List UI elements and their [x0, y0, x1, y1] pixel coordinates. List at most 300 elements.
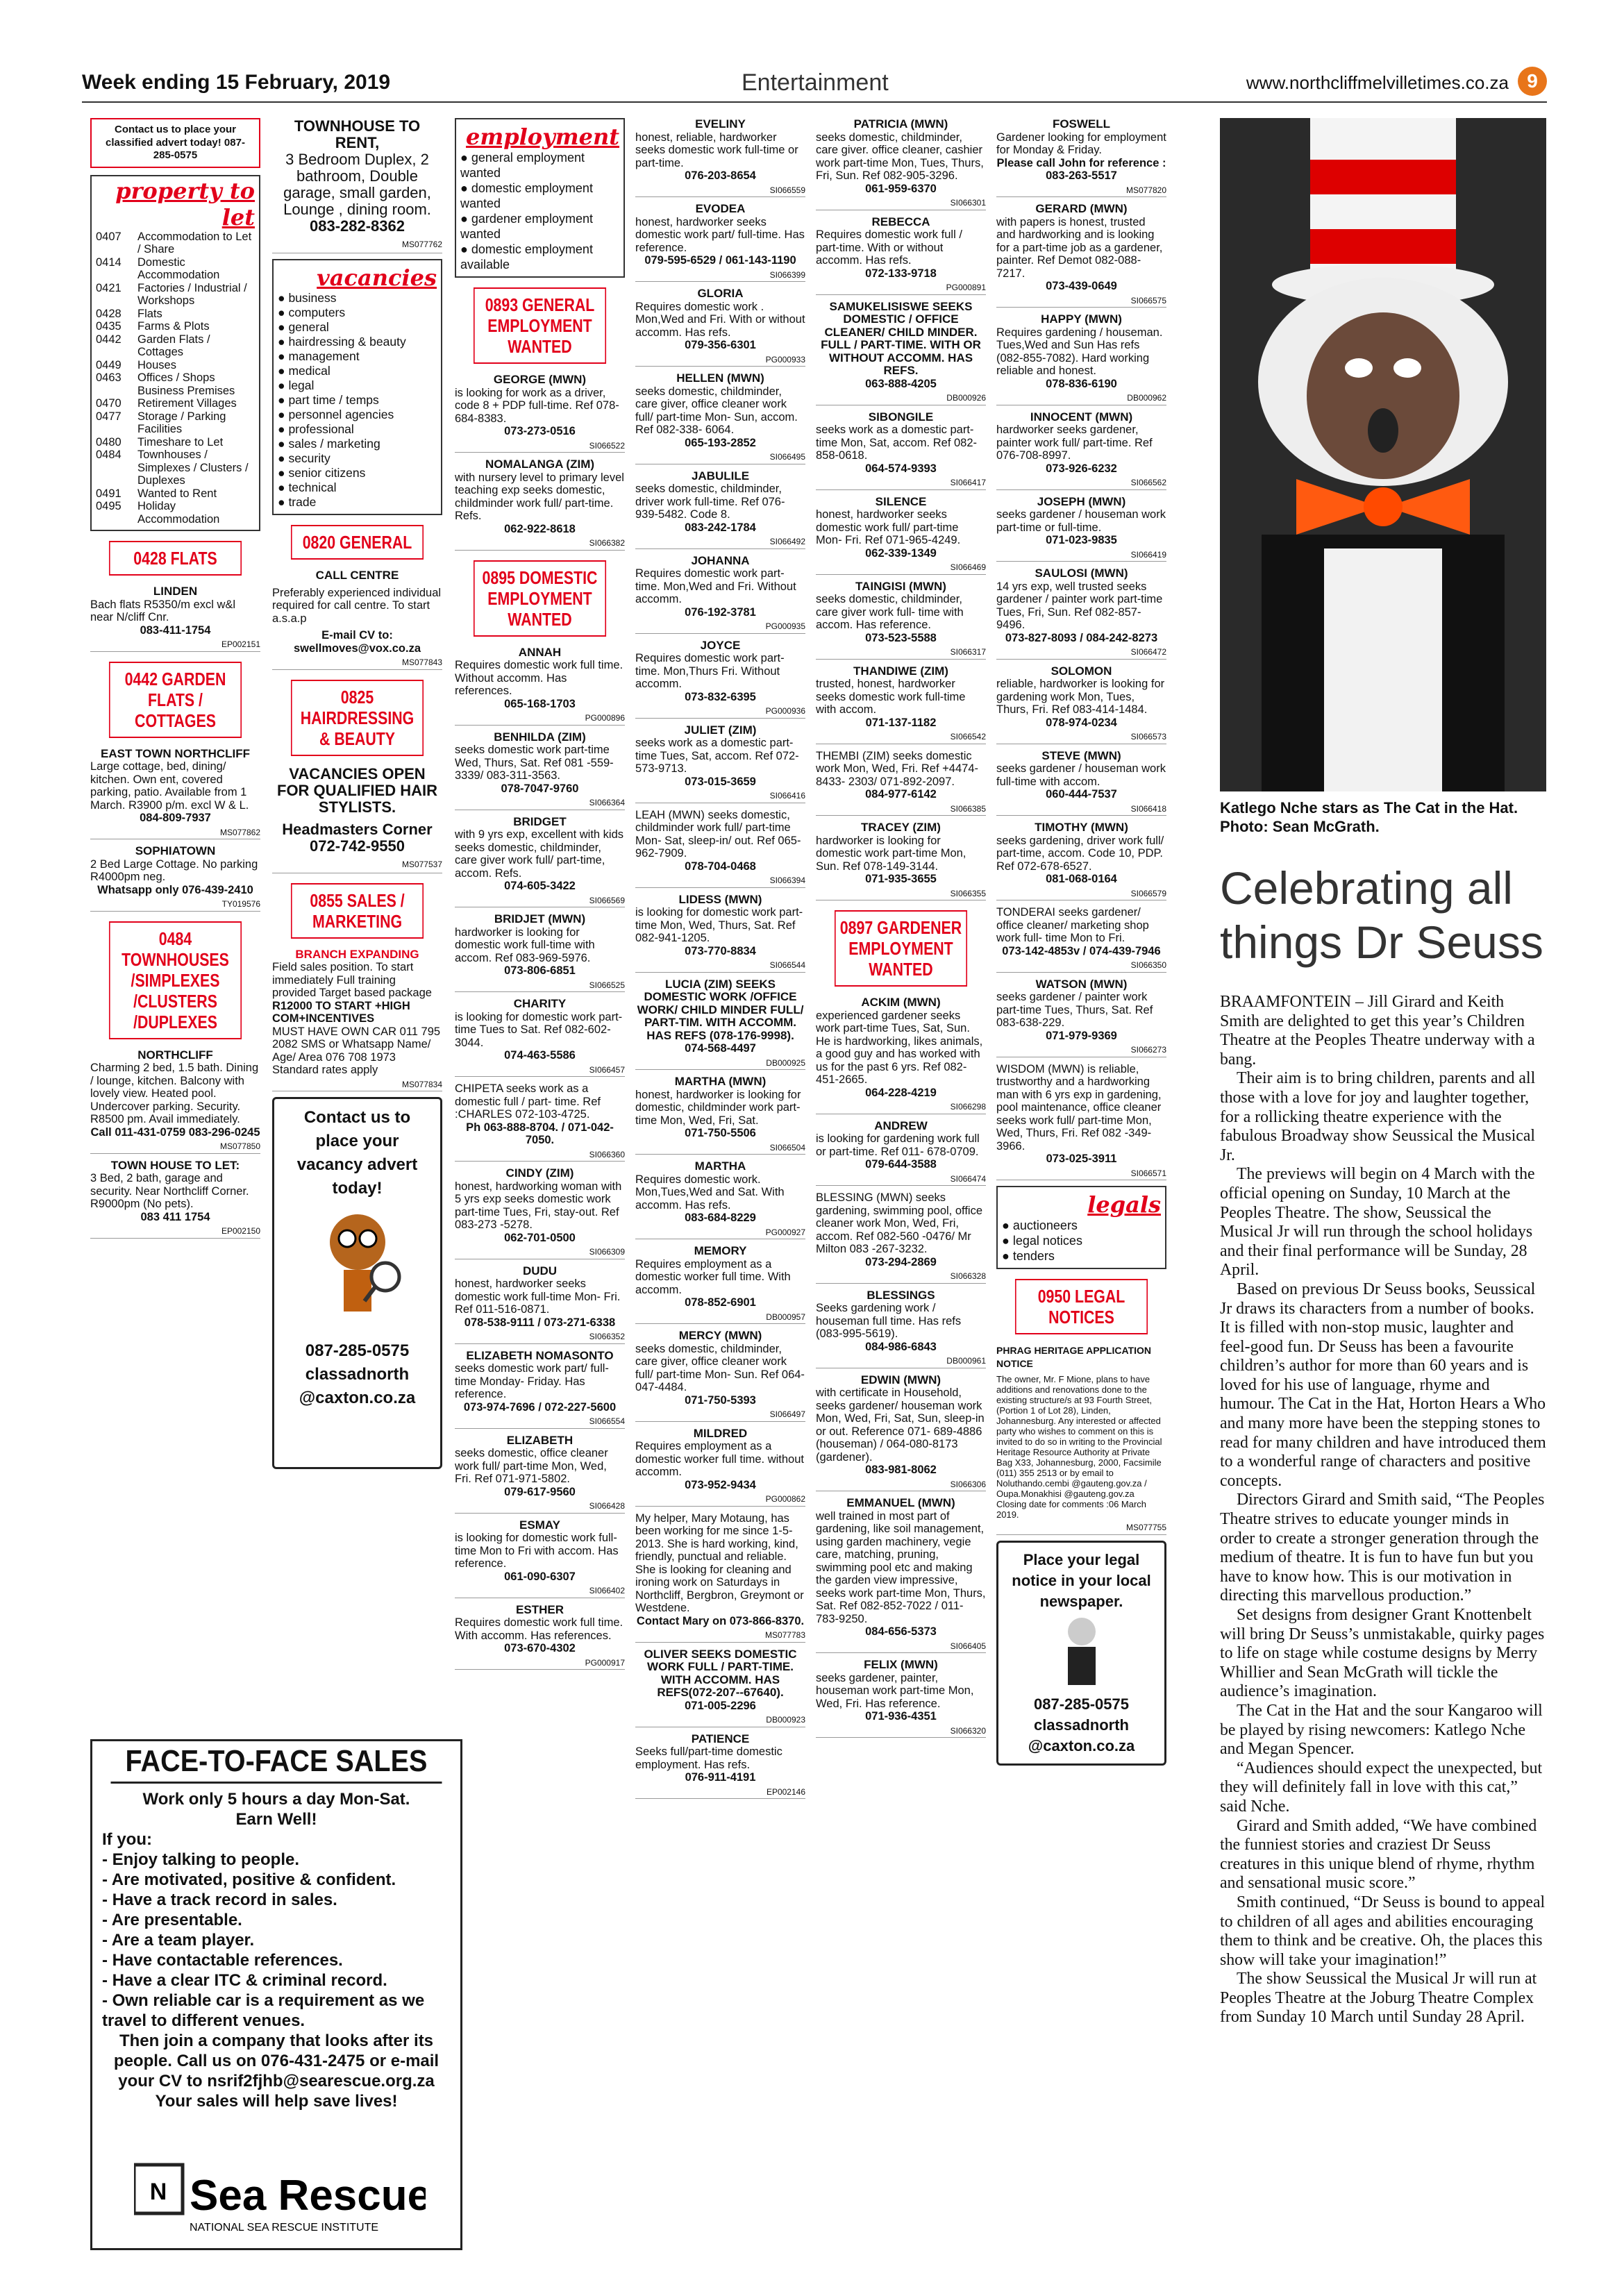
ad-ref: PG000935: [635, 620, 805, 634]
index-entry[interactable]: [96, 410, 255, 436]
ad-phone: Ph 063-888-8704. / 071-042-7050.: [466, 1121, 614, 1146]
ad-northcliff: NORTHCLIFF Charming 2 bed, 1.5 bath. Dining / lounge, kitchen. Balcony with lovely view. Heated pool. Undercover parking. Security. R8500 pm. Avail immediately. Call 011-431-0759 083-296-0245 MS077850: [90, 1049, 260, 1154]
ad-heading: MARTHA: [694, 1159, 746, 1173]
ad-ref: SI066504: [635, 1141, 805, 1155]
classified-ad: [455, 731, 625, 810]
ad-phone: 060-444-7537: [1046, 788, 1117, 801]
contact-box: Contact us to place your classified advert today! 087-285-0575: [90, 118, 260, 168]
index-code: 0491: [96, 487, 122, 500]
vacancy-category[interactable]: ● hairdressing & beauty: [278, 335, 437, 349]
ad-heading: ACKIM (MWN): [861, 996, 941, 1009]
index-entry[interactable]: [96, 487, 255, 501]
ad-body: Requires employment as a domestic worker full time. With accomm.: [635, 1257, 791, 1296]
ad-ref: SI066301: [816, 196, 986, 210]
ad-body: My helper, Mary Motaung, has been working for me since 1-5-2013. She is hard working, kind, friendly, punctual and reliable. She is looking for cleaning and ironing work on Saturdays in Northcliff, Bergbron, Greymont or Westdene.: [635, 1511, 804, 1614]
ad-phone: 073-832-6395: [685, 690, 756, 703]
sea-rescue-ad: [90, 1739, 462, 2250]
ad-ref: PG000896: [455, 712, 625, 726]
ad-ref: SI066474: [816, 1173, 986, 1187]
ad-ref: SI066457: [455, 1064, 625, 1078]
ad-phone: 079-617-9560: [504, 1485, 576, 1498]
classified-ad: [455, 816, 625, 908]
ad-east-town: EAST TOWN NORTHCLIFF Large cottage, bed, dining/ kitchen. Own ent, covered parking, patio. Available from 1 March. R3900 p/m. excl W & L. 084-809-7937 MS077862: [90, 748, 260, 840]
index-entry[interactable]: [96, 308, 255, 321]
ad-phone: 073-025-3911: [1046, 1153, 1117, 1165]
ad-heading: GERARD (MWN): [1035, 202, 1128, 215]
ad-ref: SI066575: [996, 294, 1166, 308]
ad-phone: 078-704-0468: [685, 860, 756, 873]
ad-heading: FELIX (MWN): [864, 1658, 938, 1671]
ad-heading: ELIZABETH: [506, 1433, 574, 1447]
ad-heading: DUDU: [522, 1264, 558, 1277]
ad-body: BLESSING (MWN) seeks gardening, swimming pool, office cleaner work Mon, Wed, Fri, accom. Ref 082-560 -0476/ Mr Milton 083 -267-3232.: [816, 1191, 982, 1255]
ad-body: seeks domestic, childminder, care giver, office cleaner work full/ part-time Mon- Sun. Ref 064-047-4484.: [635, 1342, 805, 1393]
section-flats: 0428 FLATS: [109, 541, 242, 576]
classified-ad: [996, 411, 1166, 490]
ad-phone: 062-922-8618: [504, 522, 576, 535]
ad-ref: SI066559: [635, 184, 805, 198]
index-code: 0484: [96, 449, 122, 461]
ad-body: Requires employment as a domestic worker full time. without accomm.: [635, 1440, 804, 1478]
ad-heading: ESMAY: [519, 1518, 560, 1532]
sea-rescue-title: FACE-TO-FACE SALES: [111, 1741, 442, 1784]
ad-phone: 063-888-4205: [865, 377, 937, 390]
ad-body: honest, hardworker seeks domestic work full-time Mon- Fri. Ref 011-516-0871.: [455, 1277, 621, 1316]
classified-ad: [635, 724, 805, 803]
ad-body: seeks work as a domestic part-time Tues, Sat, accom. Ref 072-573-9713.: [635, 737, 799, 775]
classified-ad: [816, 1497, 986, 1653]
index-entry[interactable]: [96, 282, 255, 308]
page-header: [82, 67, 1547, 103]
judge-icon: [1054, 1612, 1110, 1689]
ad-ref: SI066309: [455, 1246, 625, 1259]
ad-body: CHIPETA seeks work as a domestic full / part- time. Ref :CHARLES 072-103-4725.: [455, 1082, 601, 1121]
ad-phone: 072-133-9718: [865, 267, 937, 280]
ad-body: Seeks full/part-time domestic employment. Has refs.: [635, 1745, 782, 1771]
legals-category[interactable]: ● auctioneers: [1002, 1218, 1161, 1233]
ad-ref: SI066273: [996, 1044, 1166, 1057]
ad-ref: SI066360: [455, 1148, 625, 1162]
ad-phone: 073-273-0516: [504, 425, 576, 437]
ad-ref: SI066355: [816, 887, 986, 901]
ad-heading: BRIDJET (MWN): [494, 912, 586, 925]
ad-heading: ELIZABETH NOMASONTO: [466, 1348, 614, 1362]
week-ending: Week ending 15 February, 2019: [82, 71, 391, 94]
vacancy-category[interactable]: ● security: [278, 451, 437, 466]
index-label: Retirement Villages: [137, 397, 237, 410]
ad-ref: SI066472: [996, 646, 1166, 660]
ad-body: seeks gardening, driver work full/ part-time, accom. Code 10, PDP. Ref 072-678-6527.: [996, 834, 1164, 873]
classified-ad: [635, 1648, 805, 1727]
ad-ref: DB000926: [816, 392, 986, 405]
vacancy-category[interactable]: ● computers: [278, 305, 437, 320]
ad-linden: LINDEN Bach flats R5350/m excl w&l near N/cliff Cnr. 083-411-1754 EP002151: [90, 585, 260, 652]
vacancy-category[interactable]: ● medical: [278, 364, 437, 378]
classified-ad: [996, 821, 1166, 900]
ad-heading: JOHANNA: [691, 553, 750, 567]
ad-phone: 076-192-3781: [685, 605, 756, 619]
sea-ad-line: - Are a team player.: [102, 1931, 255, 1950]
article-paragraph: The previews will begin on 4 March with the official opening on Sunday, 10 March at the Peoples Theatre. The show, Seussical the Musical Jr will run through the school holidays and their final performance will be Sunday, 28 April.: [1220, 1165, 1535, 1280]
index-label: Factories / Industrial / Workshops: [137, 281, 247, 307]
ad-body: honest, hardworker seeks domestic work part/ full-time. Has reference.: [635, 215, 805, 254]
ad-heading: BRIDGET: [513, 814, 567, 828]
sea-ad-line: - Have a track record in sales.: [102, 1891, 337, 1909]
ad-body: is looking for gardening work full or part-time. Ref 011- 678-0709.: [816, 1132, 980, 1158]
vacancy-category[interactable]: ● general: [278, 320, 437, 335]
classified-ad: [635, 555, 805, 634]
classified-ad: [816, 411, 986, 490]
ad-heading: PATRICIA (MWN): [853, 117, 948, 131]
index-label: Holiday Accommodation: [137, 500, 220, 526]
classified-ad: [635, 639, 805, 719]
index-entry[interactable]: [96, 256, 255, 282]
ad-phone: 078-852-6901: [685, 1296, 756, 1309]
classified-ad: [455, 1519, 625, 1598]
vacancy-category[interactable]: ● business: [278, 291, 437, 305]
classified-ad: [996, 118, 1166, 197]
ad-phone: 071-137-1182: [865, 716, 937, 729]
ad-ref: SI066562: [996, 476, 1166, 490]
classified-ad: [996, 665, 1166, 744]
ad-body: hardworker is looking for domestic work part-time Mon, Sun. Ref 078-149-3144.: [816, 834, 966, 873]
property-title: property to let: [115, 177, 255, 231]
sea-ad-line: - Are presentable.: [102, 1911, 242, 1929]
vacancy-category[interactable]: ● senior citizens: [278, 466, 437, 480]
ad-body: seeks work as a domestic part-time Mon, Sat, accom. Ref 082-858-0618.: [816, 424, 978, 462]
index-entry[interactable]: [96, 231, 255, 256]
ad-ref: MS077820: [996, 184, 1166, 198]
ad-phone: 073-439-0649: [1046, 280, 1117, 292]
photo-caption: Katlego Nche stars as The Cat in the Hat. Photo: Sean McGrath.: [1220, 799, 1518, 835]
property-index: [90, 175, 260, 532]
sea-ad-line: Work only 5 hours a day Mon-Sat.: [142, 1790, 410, 1809]
index-code: 0477: [96, 410, 122, 423]
classified-ad: [635, 809, 805, 888]
vacancy-category[interactable]: ● part time / temps: [278, 393, 437, 408]
ad-phone: 081-068-0164: [1046, 873, 1117, 885]
ad-heading: LUCIA (ZIM) SEEKS DOMESTIC WORK /OFFICE WORK/ CHILD MINDER FULL/ PART-TIM. WITH ACCOMM. HAS REFS (078-176-9998).: [637, 977, 804, 1042]
classified-ad: [816, 821, 986, 900]
ad-body: with 9 yrs exp, excellent with kids seeks domestic, childminder, care giver work full/ part-time, accom. Refs.: [455, 828, 624, 880]
ad-ref: SI066569: [455, 894, 625, 908]
column-employment: [455, 118, 625, 1675]
ad-heading: WATSON (MWN): [1035, 977, 1128, 991]
legals-index: [996, 1186, 1166, 1269]
classified-ad: [816, 1289, 986, 1368]
ad-phone: 061-090-6307: [504, 1570, 576, 1583]
ad-heading: TAINGISI (MWN): [855, 579, 946, 593]
ad-phone: 061-959-6370: [865, 182, 937, 195]
employment-category[interactable]: ● domestic employment available: [460, 242, 619, 272]
classified-ad: [996, 496, 1166, 562]
ad-phone: 071-750-5393: [685, 1393, 756, 1407]
ad-body: LEAH (MWN) seeks domestic, childminder work full/ part-time Mon- Sat, sleep-in/ out. Ref 065-962-7909.: [635, 808, 801, 860]
classified-ad: [996, 750, 1166, 816]
ad-ref: EP002146: [635, 1786, 805, 1800]
ad-body: seeks gardener / painter work part-time Tues, Thurs, Sat. Ref 083-638-229.: [996, 991, 1153, 1029]
ad-ref: SI066399: [635, 269, 805, 283]
ad-phone: 079-644-3588: [865, 1158, 937, 1171]
sea-ad-line: Your sales will help save lives!: [155, 2092, 398, 2111]
index-entry[interactable]: [96, 371, 255, 397]
ad-ref: DB000962: [996, 392, 1166, 405]
article-paragraph: The show Seussical the Musical Jr will run at Peoples Theatre at the Joburg Theatre Complex from Sunday 10 March until Sunday 28 April.: [1220, 1970, 1537, 2027]
ad-ref: PG000917: [455, 1657, 625, 1670]
article-paragraph: BRAAMFONTEIN – Jill Girard and Keith Smith are delighted to get this year’s Children Theatre at the Peoples Theatre underway with a bang.: [1220, 993, 1535, 1069]
ad-ref: MS077783: [635, 1629, 805, 1643]
detective-icon: [305, 1200, 410, 1332]
ad-heading: JOYCE: [700, 638, 741, 652]
ad-body: Gardener looking for employment for Monday & Friday.: [996, 131, 1166, 156]
ad-heading: BLESSINGS: [867, 1288, 935, 1302]
ad-phone: 073-827-8093 / 084-242-8273: [1005, 631, 1158, 644]
ad-ref: SI066525: [455, 979, 625, 993]
ad-body: seeks domestic, childminder, care giver work full- time with accom. Has reference.: [816, 593, 964, 631]
site-url[interactable]: www.northcliffmelvilletimes.co.za: [1246, 72, 1509, 93]
ad-body: seeks domestic, childminder, care giver. office cleaner, cashier work part-time Mon, Tues, Thurs, Fri, Sun. Ref 082-905-3296.: [816, 131, 984, 182]
ad-hair-stylists: VACANCIES OPEN FOR QUALIFIED HAIR STYLISTS. Headmasters Corner 072-742-9550 MS077537: [272, 766, 442, 873]
ad-phone: 079-595-6529 / 061-143-1190: [644, 254, 796, 267]
vacancy-category[interactable]: ● management: [278, 349, 437, 364]
ad-call-centre: CALL CENTRE Preferably experienced individual required for call centre. To start a.s.a.p E-mail CV to: swellmoves@vox.co.za MS077843: [272, 569, 442, 670]
ad-ref: SI066350: [996, 959, 1166, 973]
index-label: Wanted to Rent: [137, 487, 217, 500]
index-entry[interactable]: [96, 320, 255, 333]
ad-heading: REBECCA: [871, 215, 930, 228]
index-code: 0414: [96, 255, 122, 269]
classified-ad: [816, 496, 986, 575]
vacancies-index: [272, 259, 442, 515]
svg-text:N: N: [149, 2179, 167, 2205]
classified-ad: [996, 567, 1166, 660]
ad-phone: 071-005-2296: [685, 1699, 756, 1712]
ad-ref: DB000957: [635, 1311, 805, 1325]
index-label: Domestic Accommodation: [137, 255, 220, 281]
classified-ad: [996, 313, 1166, 405]
classified-ad: [816, 1191, 986, 1284]
ad-ref: PG000862: [635, 1493, 805, 1507]
sea-ad-line: - Are motivated, positive & confident.: [102, 1870, 396, 1889]
ad-heading: FOSWELL: [1052, 117, 1111, 131]
index-code: 0421: [96, 281, 122, 294]
classified-ad: [635, 1160, 805, 1239]
ad-body: Requires domestic work full / part-time. With or without accomm. Has refs.: [816, 228, 962, 267]
ad-ref: SI066497: [635, 1408, 805, 1422]
ad-ref: SI066385: [816, 803, 986, 816]
ad-body: experienced gardener seeks work part-time Tues, Sat, Sun. He is hardworking, likes animals, a good guy and has worked with us for the past 6 yrs. Ref 082-451-2665.: [816, 1009, 983, 1086]
ad-heading: STEVE (MWN): [1041, 748, 1121, 762]
ad-body: is looking for domestic work part-time Tues to Sat. Ref 082-602-3044.: [455, 1010, 623, 1049]
ad-phone: 064-228-4219: [865, 1086, 937, 1099]
ad-phone: 073-523-5588: [865, 631, 937, 644]
employment-category[interactable]: ● domestic employment wanted: [460, 181, 619, 211]
classified-ad: [635, 978, 805, 1071]
section-legal-notices: 0950 LEGAL NOTICES: [1015, 1279, 1148, 1334]
classified-ad: [816, 1374, 986, 1492]
ad-phone: 073-806-6851: [504, 964, 576, 977]
ad-phone: Please call John for reference : 083-263-5517: [996, 156, 1166, 182]
ad-body: honest, hardworker is looking for domestic, childminder work part-time Mon, Wed, Fri, Sat.: [635, 1088, 801, 1127]
column-domestic: [635, 118, 805, 1804]
ad-phone: 071-936-4351: [865, 1710, 937, 1723]
classified-ad: [635, 1733, 805, 1800]
ad-townhouse-let: TOWN HOUSE TO LET: 3 Bed, 2 bath, garage and security. Near Northcliff Corner. R9000pm (No pets). 083 411 1754 EP002150: [90, 1159, 260, 1239]
index-code: 0428: [96, 307, 122, 320]
employment-category[interactable]: ● gardener employment wanted: [460, 211, 619, 242]
ad-body: with nursery level to primary level teaching exp seeks domestic, childminder work full/ part-time. Refs.: [455, 471, 624, 522]
ad-heading: HELLEN (MWN): [676, 371, 764, 385]
index-label: Garden Flats / Cottages: [137, 333, 210, 358]
ad-phone: 073-770-8834: [685, 944, 756, 957]
ad-heading: CHARITY: [513, 997, 567, 1010]
ad-phone: 079-356-6301: [685, 339, 756, 351]
index-entry[interactable]: [96, 449, 255, 487]
classified-ad: [816, 301, 986, 405]
ad-ref: SI066352: [455, 1330, 625, 1344]
ad-phone: 071-935-3655: [865, 873, 937, 885]
index-code: 0442: [96, 333, 122, 346]
ad-ref: SI066418: [996, 803, 1166, 816]
ad-body: reliable, hardworker is looking for gardening work Mon, Tues, Thurs, Fri. Ref 083-414-1484.: [996, 678, 1165, 716]
vacancy-category[interactable]: ● professional: [278, 422, 437, 437]
employment-title: employment: [466, 124, 619, 150]
vacancies-title: vacancies: [317, 265, 437, 291]
ad-body: honest, hardworker seeks domestic work full/ part-time Mon- Fri. Ref 071-965-4249.: [816, 508, 961, 546]
article-body: [1220, 993, 1546, 2027]
svg-text:Sea Rescue: Sea Rescue: [190, 2172, 426, 2220]
ad-body: is looking for domestic work part-time Mon, Wed, Thurs, Sat. Ref 082-941-1205.: [635, 906, 803, 944]
ad-heading: NOMALANGA (ZIM): [485, 458, 595, 471]
classified-ad: [635, 1245, 805, 1324]
section-hairdressing: 0825 HAIRDRESSING & BEAUTY: [291, 680, 424, 756]
ad-ref: SI066382: [455, 537, 625, 551]
ad-ref: SI066317: [816, 646, 986, 660]
classified-ad: [996, 906, 1166, 973]
classified-ad: [455, 998, 625, 1077]
classified-ad: [635, 894, 805, 973]
section-sales: 0855 SALES / MARKETING: [291, 883, 424, 939]
ad-heading: SAMUKELISISWE SEEKS DOMESTIC / OFFICE CLEANER/ CHILD MINDER. FULL / PART-TIME. WITH OR WITHOUT ACCOMM. HAS REFS.: [821, 299, 981, 377]
index-entry[interactable]: [96, 397, 255, 410]
index-code: 0495: [96, 500, 122, 512]
index-entry[interactable]: [96, 333, 255, 359]
classified-ad: [455, 1604, 625, 1670]
classified-ad: [455, 374, 625, 453]
vacancy-category[interactable]: ● sales / marketing: [278, 437, 437, 451]
index-entry[interactable]: [96, 500, 255, 526]
ad-ref: SI066573: [996, 730, 1166, 744]
vacancy-category[interactable]: ● trade: [278, 495, 437, 510]
ad-heading: GLORIA: [697, 287, 744, 300]
ad-ref: SI066522: [455, 439, 625, 453]
legals-category[interactable]: ● legal notices: [1002, 1233, 1161, 1248]
ad-heading: MERCY (MWN): [678, 1329, 762, 1342]
ad-ref: SI066320: [816, 1725, 986, 1738]
ad-heading: EDWIN (MWN): [860, 1373, 941, 1386]
ad-ref: SI066364: [455, 796, 625, 810]
ad-ref: DB000961: [816, 1355, 986, 1368]
index-entry[interactable]: [96, 359, 255, 372]
ad-body: Requires domestic work . Mon,Wed and Fri. With or without accomm. Has refs.: [635, 300, 805, 339]
ad-phone: 074-568-4497: [685, 1042, 756, 1055]
ad-townhouse-rent: TOWNHOUSE TO RENT, 3 Bedroom Duplex, 2 bathroom, Double garage, small garden, Lounge , dining room. 083-282-8362 MS077762: [272, 118, 442, 253]
ad-body: seeks gardener / houseman work part-time or full-time.: [996, 508, 1166, 534]
classified-ad: [635, 118, 805, 197]
index-code: 0449: [96, 358, 122, 371]
ad-phone: 071-023-9835: [1046, 534, 1117, 546]
index-label: Townhouses / Simplexes / Clusters / Duplexes: [137, 449, 249, 487]
article-paragraph: Directors Girard and Smith said, “The Peoples Theatre strives to educate younger minds in order to create a stronger generation through the medium of theatre. It is fun to have fun but you have to know how. This is our motivation in directing this marvellous production.”: [1220, 1491, 1545, 1605]
column-vacancies: [272, 118, 442, 1469]
ad-phone: 083-684-8229: [685, 1212, 756, 1224]
ad-heading: PATIENCE: [691, 1732, 750, 1745]
ad-phone: 074-605-3422: [504, 880, 576, 892]
classified-ad: [816, 118, 986, 210]
ad-heading: SIBONGILE: [868, 410, 934, 424]
vacancy-contact-ad: Contact us to place your vacancy advert today! 087-285-0575 classadnorth @caxton.co.za: [272, 1097, 442, 1469]
article-headline: Celebrating all things Dr Seuss: [1220, 862, 1543, 968]
classified-ad: [816, 1659, 986, 1738]
svg-text:NATIONAL SEA RESCUE INSTITUTE: NATIONAL SEA RESCUE INSTITUTE: [190, 2222, 379, 2234]
ad-body: seeks domestic, childminder, care giver, office cleaner work full/ part-time Mon- Sun, accom. Ref 082-338- 6064.: [635, 385, 798, 436]
classified-ad: [816, 996, 986, 1114]
ad-ref: SI066544: [635, 959, 805, 973]
classified-ad: [635, 372, 805, 464]
ad-phone: 064-574-9393: [865, 462, 937, 475]
section-townhouses: 0484 TOWNHOUSES /SIMPLEXES /CLUSTERS /DUPLEXES: [109, 921, 242, 1039]
ad-phone: 084-656-5373: [865, 1625, 937, 1638]
ad-heading: MILDRED: [693, 1426, 748, 1440]
ad-phrag: PHRAG HERITAGE APPLICATION NOTICE The owner, Mr. F Mione, plans to have additions and renovations done to the existing structure/s at 93 Fourth Street, (Portion 1 of Lot 28), Linden, Johannesburg. Any interested or affected party who wishes to comment on this is invited to do so in writing to the Provincial Heritage Resource Authority at Private Bag X33, Johannesburg, 2000, Facsimile (011) 355 2513 or by email to Noluthando.cembi @gauteng.gov.za / Oupa.Monakhisi @gauteng.gov.za Closing date for comments :06 March 2019. MS077755: [996, 1344, 1166, 1535]
ad-body: honest, reliable, hardworker seeks domestic work full-time or part-time.: [635, 131, 798, 169]
ad-heading: SAULOSI (MWN): [1035, 567, 1128, 580]
classified-ad: [635, 1512, 805, 1643]
legals-category[interactable]: ● tenders: [1002, 1248, 1161, 1264]
vacancy-category[interactable]: ● technical: [278, 480, 437, 495]
ad-heading: EVODEA: [695, 202, 746, 215]
ad-phone: 073-670-4302: [504, 1642, 576, 1654]
ad-body: TONDERAI seeks gardener/ office cleaner/ marketing shop work full- time Mon to Fri.: [996, 906, 1149, 944]
classified-ad: [455, 1265, 625, 1344]
ad-ref: SI066428: [455, 1500, 625, 1514]
ad-ref: SI066554: [455, 1415, 625, 1429]
ad-heading: LIDESS (MWN): [678, 892, 762, 906]
column-gardener-legals: [996, 118, 1166, 1766]
ad-phone: 073-952-9434: [685, 1478, 756, 1491]
ad-heading: JOSEPH (MWN): [1037, 494, 1126, 508]
section-garden-flats: 0442 GARDEN FLATS / COTTAGES: [109, 662, 242, 738]
vacancy-category[interactable]: ● legal: [278, 378, 437, 393]
ad-heading: TIMOTHY (MWN): [1035, 821, 1128, 834]
section-gardener: 0897 GARDENER EMPLOYMENT WANTED: [835, 910, 967, 987]
employment-category[interactable]: ● general employment wanted: [460, 150, 619, 181]
classified-ad: [455, 646, 625, 726]
ad-body: 14 yrs exp, well trusted seeks gardener / painter work part-time Tues, Fri, Sun. Ref 082-857-9496.: [996, 580, 1163, 631]
vacancy-category[interactable]: ● personnel agencies: [278, 408, 437, 422]
index-label: Offices / Shops Business Premises: [137, 371, 235, 397]
classified-ad: [996, 978, 1166, 1057]
classified-ad: [635, 1427, 805, 1507]
ad-heading: ANNAH: [518, 645, 562, 659]
ad-heading: OLIVER SEEKS DOMESTIC WORK FULL / PART-TIME. WITH ACCOMM. HAS REFS(072-207--67640).: [644, 1647, 797, 1699]
index-label: Farms & Plots: [137, 320, 210, 333]
index-entry[interactable]: [96, 436, 255, 449]
section-general: 0820 GENERAL: [291, 525, 424, 560]
classified-ad: [635, 203, 805, 282]
ad-heading: ANDREW: [874, 1118, 928, 1132]
sea-ad-line: Earn Well!: [235, 1810, 317, 1829]
